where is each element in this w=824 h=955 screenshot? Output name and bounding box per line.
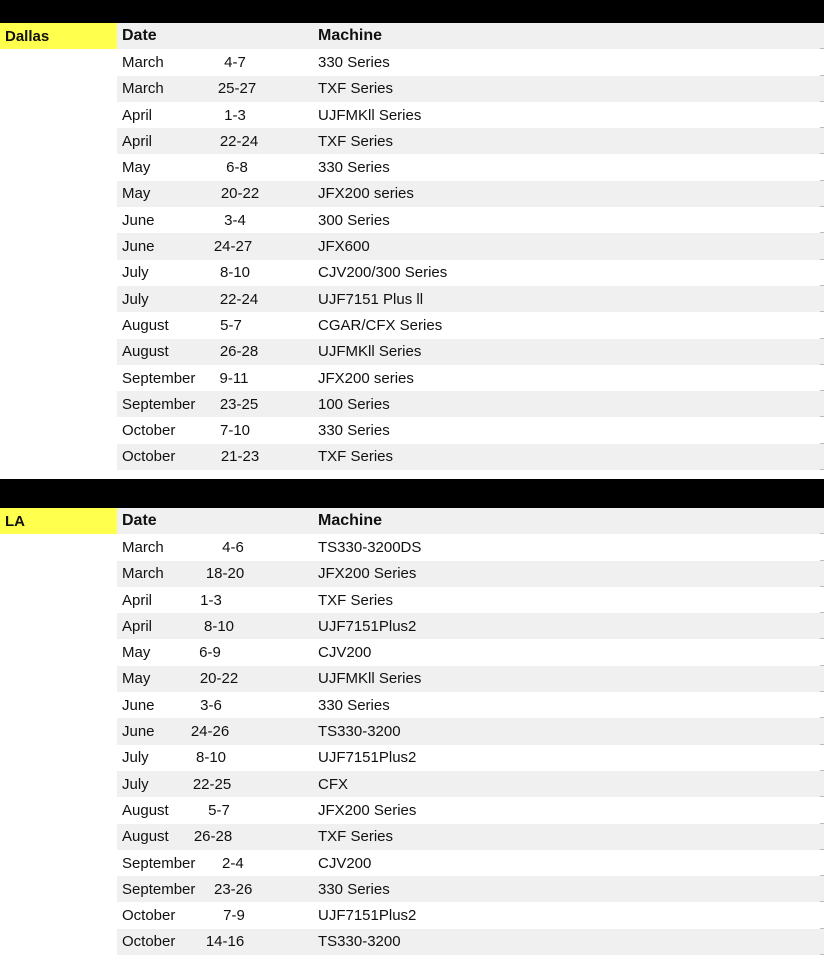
month-cell[interactable]: July — [122, 264, 149, 282]
table-row: June 3-6 330 Series — [0, 692, 824, 718]
table-row — [0, 929, 824, 955]
machine-cell[interactable]: TXF Series — [318, 132, 394, 150]
month-cell[interactable]: September — [122, 854, 196, 872]
machine-cell[interactable]: CJV200 — [318, 854, 372, 872]
machine-cell[interactable]: TXF Series — [318, 828, 394, 846]
table-row: May 6-9 CJV200 — [0, 639, 824, 665]
month-cell[interactable]: March — [122, 538, 164, 556]
machine-cell[interactable]: TXF Series — [318, 80, 394, 98]
table-row — [0, 876, 824, 902]
table-row: April 1-3 UJFMKll Series — [0, 102, 824, 128]
table-row — [0, 771, 824, 797]
machine-cell[interactable]: CFX — [318, 775, 348, 793]
machine-header[interactable]: Machine — [318, 512, 383, 530]
month-cell[interactable]: July — [122, 290, 149, 308]
machine-cell[interactable]: JFX200 Series — [318, 565, 417, 583]
table-row — [0, 850, 824, 876]
month-cell[interactable]: March — [122, 53, 164, 71]
table-row — [0, 444, 824, 470]
table-row — [0, 181, 824, 207]
machine-cell[interactable]: TXF Series — [318, 448, 394, 466]
machine-cell[interactable]: 330 Series — [318, 696, 390, 714]
days-cell[interactable]: 2-4 — [222, 854, 244, 872]
month-cell[interactable]: August — [122, 828, 169, 846]
machine-cell[interactable]: UJF7151Plus2 — [318, 617, 417, 635]
machine-cell[interactable]: JFX200 series — [318, 185, 414, 203]
month-cell[interactable]: October — [122, 448, 176, 466]
table-row — [0, 233, 824, 259]
machine-cell[interactable]: JFX200 series — [318, 369, 414, 387]
dallas-section — [0, 23, 824, 470]
machine-cell[interactable]: UJF7151Plus2 — [318, 749, 417, 767]
month-cell[interactable]: April — [122, 106, 153, 124]
table-row — [0, 339, 824, 365]
machine-cell[interactable]: CJV200 — [318, 644, 372, 662]
machine-cell[interactable]: TS330-3200 — [318, 723, 401, 741]
city-label[interactable]: Dallas — [0, 23, 117, 49]
city-label[interactable]: LA — [0, 508, 117, 534]
table-row — [0, 391, 824, 417]
cell-border — [820, 469, 824, 470]
date-header[interactable]: Date — [122, 27, 157, 45]
month-cell[interactable]: June — [122, 696, 155, 714]
month-cell[interactable]: March — [122, 565, 164, 583]
month-cell[interactable]: August — [122, 343, 169, 361]
table-row: April 1-3 TXF Series — [0, 587, 824, 613]
machine-cell[interactable]: 330 Series — [318, 880, 390, 898]
row-background — [117, 639, 824, 665]
table-row — [0, 824, 824, 850]
table-row — [0, 666, 824, 692]
table-row — [0, 613, 824, 639]
table-row: August 5-7 JFX200 Series — [0, 797, 824, 823]
table-row: March 4-7 330 Series — [0, 49, 824, 75]
table-row: July 8-10 CJV200/300 Series — [0, 260, 824, 286]
month-cell[interactable]: May — [122, 644, 151, 662]
machine-cell[interactable]: JFX600 — [318, 238, 370, 256]
machine-cell[interactable]: UJFMKll Series — [318, 670, 422, 688]
machine-cell[interactable]: 330 Series — [318, 422, 390, 440]
month-cell[interactable]: September — [122, 880, 196, 898]
row-background — [117, 23, 824, 49]
table-row — [0, 76, 824, 102]
machine-cell[interactable]: CJV200/300 Series — [318, 264, 448, 282]
month-cell[interactable]: March — [122, 80, 164, 98]
machine-cell[interactable]: CGAR/CFX Series — [318, 316, 443, 334]
table-row: August 5-7 CGAR/CFX Series — [0, 312, 824, 338]
section-divider-bar — [0, 479, 824, 508]
table-row: June 3-4 300 Series — [0, 207, 824, 233]
header-row — [0, 508, 824, 534]
row-background — [117, 154, 824, 180]
machine-cell[interactable]: 300 Series — [318, 211, 390, 229]
month-cell[interactable]: October — [122, 907, 176, 925]
machine-header[interactable]: Machine — [318, 27, 383, 45]
machine-cell[interactable]: 100 Series — [318, 395, 390, 413]
month-cell[interactable]: August — [122, 316, 169, 334]
month-cell[interactable]: July — [122, 749, 149, 767]
top-black-bar — [0, 0, 824, 23]
month-cell[interactable]: June — [122, 211, 155, 229]
month-cell[interactable]: May — [122, 159, 151, 177]
month-cell[interactable]: August — [122, 801, 169, 819]
machine-cell[interactable]: JFX200 Series — [318, 801, 417, 819]
month-cell[interactable]: May — [122, 185, 151, 203]
table-row — [0, 286, 824, 312]
row-background — [117, 102, 824, 128]
row-background — [117, 49, 824, 75]
table-row: July 8-10 UJF7151Plus2 — [0, 745, 824, 771]
month-cell[interactable]: September — [122, 395, 196, 413]
month-cell[interactable]: April — [122, 617, 153, 635]
la-section — [0, 508, 824, 955]
month-cell[interactable]: April — [122, 132, 153, 150]
machine-cell[interactable]: 330 Series — [318, 53, 390, 71]
machine-cell[interactable]: UJFMKll Series — [318, 106, 422, 124]
month-cell[interactable]: June — [122, 238, 155, 256]
table-row: May 6-8 330 Series — [0, 154, 824, 180]
machine-cell[interactable]: TS330-3200DS — [318, 538, 422, 556]
table-row: October 7-9 UJF7151Plus2 — [0, 902, 824, 928]
month-cell[interactable]: July — [122, 775, 149, 793]
table-row — [0, 718, 824, 744]
month-cell[interactable]: May — [122, 670, 151, 688]
machine-cell[interactable]: TS330-3200 — [318, 933, 401, 951]
header-row — [0, 23, 824, 49]
table-row — [0, 561, 824, 587]
row-background — [117, 508, 824, 534]
machine-cell[interactable]: 330 Series — [318, 159, 390, 177]
table-row — [0, 128, 824, 154]
machine-cell[interactable]: UJFMKll Series — [318, 343, 422, 361]
table-row: March 4-6 TS330-3200DS — [0, 534, 824, 560]
machine-cell[interactable]: UJF7151 Plus ll — [318, 290, 424, 308]
machine-cell[interactable]: TXF Series — [318, 591, 394, 609]
month-cell[interactable]: June — [122, 723, 155, 741]
month-cell[interactable]: September — [122, 369, 196, 387]
row-background — [117, 207, 824, 233]
days-cell[interactable]: 23-26 — [214, 880, 253, 898]
month-cell[interactable]: April — [122, 591, 153, 609]
month-cell[interactable]: October — [122, 422, 176, 440]
month-cell[interactable]: October — [122, 933, 176, 951]
date-header[interactable]: Date — [122, 512, 157, 530]
table-row: September 9-11 JFX200 series — [0, 365, 824, 391]
table-row: October 7-10 330 Series — [0, 417, 824, 443]
row-background — [117, 692, 824, 718]
machine-cell[interactable]: UJF7151Plus2 — [318, 907, 417, 925]
row-background — [117, 587, 824, 613]
